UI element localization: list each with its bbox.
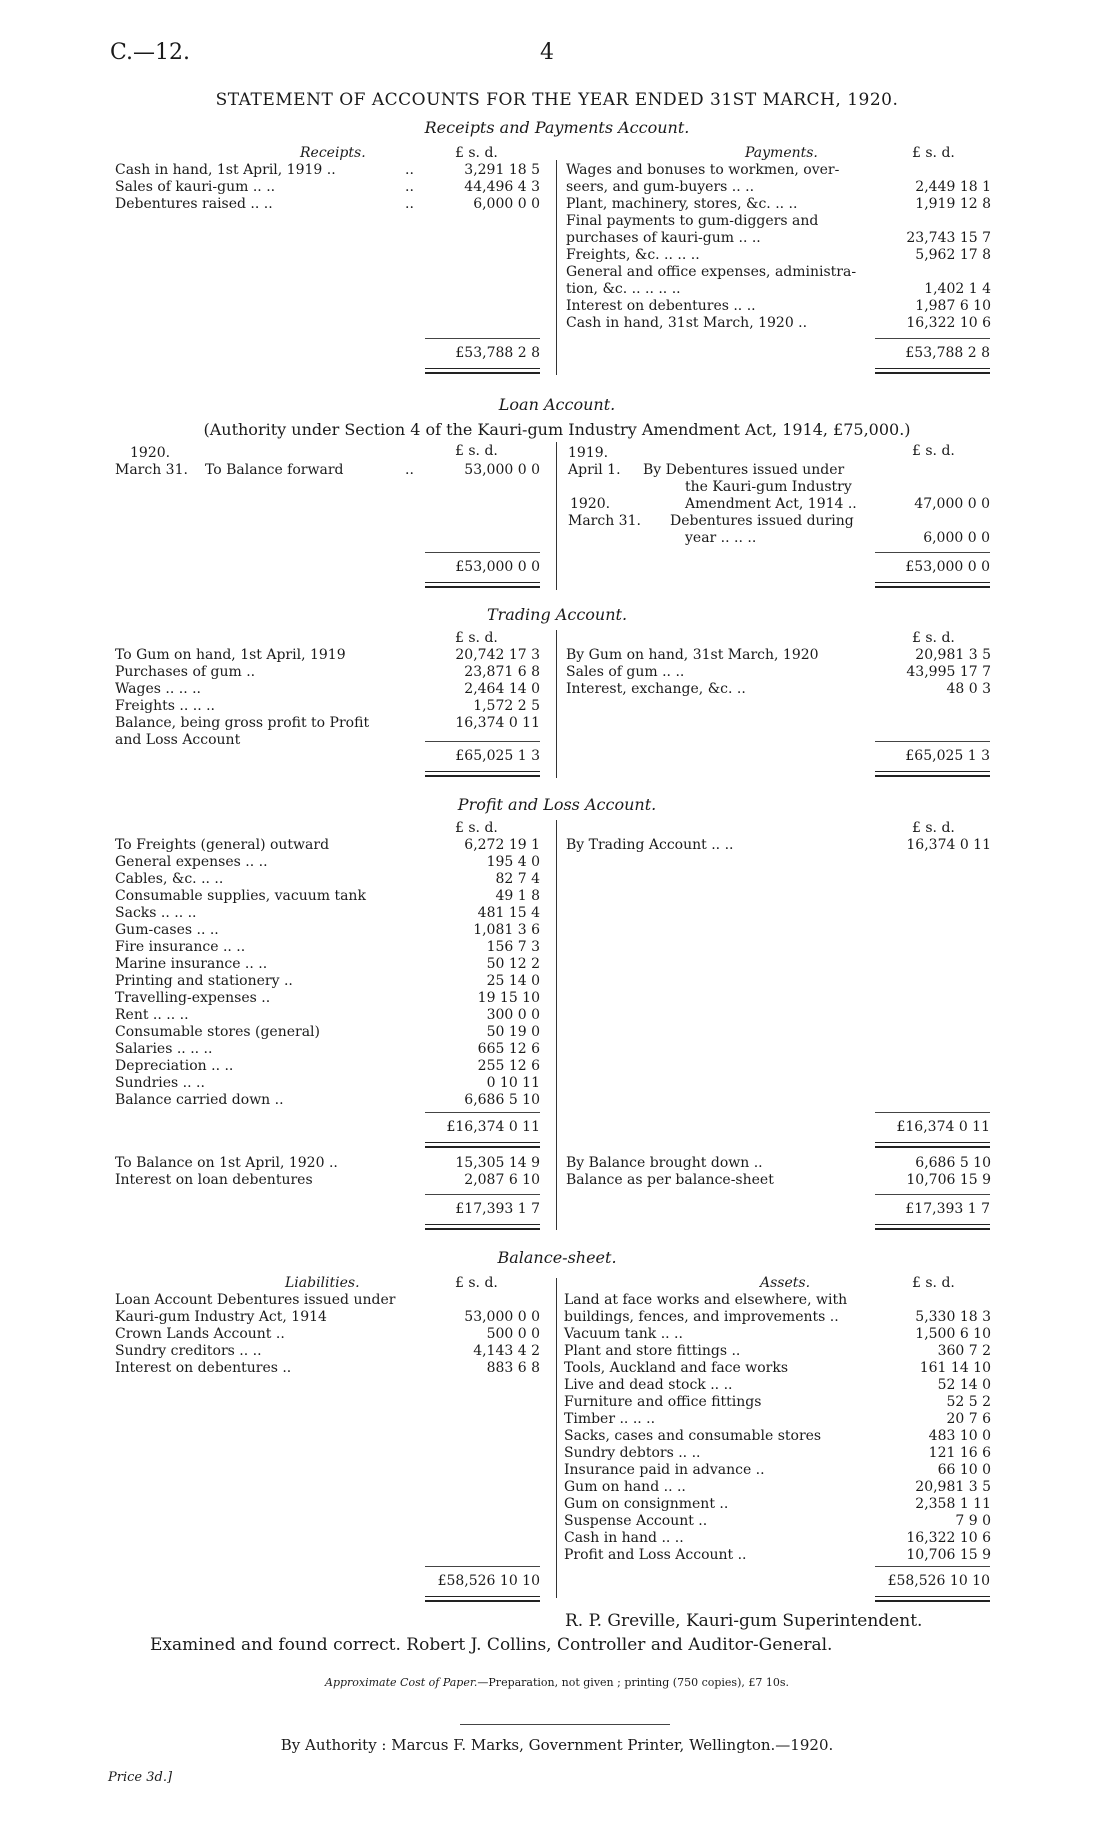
row-label: seers, and gum-buyers .. .. (566, 179, 755, 195)
row-amount: 1,987 6 10 (915, 298, 991, 314)
loan-left-date: March 31. (115, 462, 188, 478)
profit-loss-total2-right: £17,393 1 7 (905, 1201, 990, 1217)
ledger-row (564, 1343, 991, 1360)
row-label: Sales of kauri-gum .. .. (115, 179, 276, 195)
row-amount: 883 6 8 (486, 1360, 540, 1376)
rule (875, 1194, 990, 1195)
row-label: To Gum on hand, 1st April, 1919 (115, 647, 346, 663)
row-label: Cash in hand .. .. (564, 1530, 684, 1546)
price-note: Price 3d.] (108, 1770, 173, 1785)
loan-right-year2: 1920. (570, 496, 611, 512)
lsd-heading-left: £ s. d. (455, 820, 498, 836)
row-label: Sacks .. .. .. (115, 905, 197, 921)
row-amount: 121 16 6 (928, 1445, 991, 1461)
ledger-row (115, 1360, 540, 1377)
row-amount: 50 19 0 (486, 1024, 540, 1040)
row-label: Fire insurance .. .. (115, 939, 246, 955)
lsd-heading-right: £ s. d. (912, 145, 955, 161)
trading-credits (566, 647, 991, 698)
trading-total-right: £65,025 1 3 (905, 748, 990, 764)
row-amount: 1,500 6 10 (915, 1326, 991, 1342)
row-label: Interest on loan debentures (115, 1172, 313, 1188)
ledger-row (115, 1058, 540, 1075)
ledger-row (566, 1155, 991, 1172)
row-label: Insurance paid in advance .. (564, 1462, 765, 1478)
ledger-row (115, 973, 540, 990)
rule (875, 741, 990, 742)
ledger-row (564, 1530, 991, 1547)
ledger-row (115, 837, 540, 854)
ledger-row (115, 956, 540, 973)
receipts-total: £53,788 2 8 (455, 345, 540, 361)
row-amount: 1,919 12 8 (915, 196, 991, 212)
auditor-signature: Examined and found correct. Robert J. Collins, Controller and Auditor-General. (150, 1635, 833, 1655)
row-amount: 481 15 4 (477, 905, 540, 921)
row-label: By Balance brought down .. (566, 1155, 763, 1171)
profit-loss-credits (566, 837, 991, 854)
ledger-row (566, 264, 991, 281)
row-amount: 6,272 19 1 (464, 837, 540, 853)
row-label: Suspense Account .. (564, 1513, 708, 1529)
row-amount: 5,330 18 3 (915, 1309, 991, 1325)
ledger-row (115, 1292, 540, 1309)
row-label: Balance as per balance-sheet (566, 1172, 774, 1188)
row-amount: 6,686 5 10 (915, 1155, 991, 1171)
row-label: Purchases of gum .. (115, 664, 256, 680)
row-label: Sundry creditors .. .. (115, 1343, 262, 1359)
loan-right-amount1: 47,000 0 0 (914, 496, 990, 512)
loan-right-amount2: 6,000 0 0 (923, 530, 990, 546)
ledger-row (564, 1496, 991, 1513)
loan-account-title: Loan Account. (498, 395, 616, 414)
column-divider (556, 1278, 557, 1598)
ledger-row (566, 162, 991, 179)
row-amount: 4,143 4 2 (473, 1343, 540, 1359)
leader-dots: .. (405, 162, 414, 178)
row-label: Travelling-expenses .. (115, 990, 271, 1006)
row-label: Rent .. .. .. (115, 1007, 189, 1023)
row-label: Cash in hand, 1st April, 1919 .. (115, 162, 336, 178)
rule (875, 1566, 990, 1567)
ledger-row (115, 1075, 540, 1092)
ledger-row (115, 162, 540, 179)
row-amount: 7 9 0 (955, 1513, 991, 1529)
row-amount: 255 12 6 (477, 1058, 540, 1074)
row-label: Depreciation .. .. (115, 1058, 234, 1074)
loan-right-line3: Amendment Act, 1914 .. (685, 496, 857, 512)
ledger-row (115, 179, 540, 196)
row-label: Plant, machinery, stores, &c. .. .. (566, 196, 798, 212)
row-label: Marine insurance .. .. (115, 956, 268, 972)
row-label: Interest on debentures .. (115, 1360, 292, 1376)
assets-list (564, 1292, 991, 1564)
profit-loss-total-right: £16,374 0 11 (896, 1119, 990, 1135)
balance-total-right: £58,526 10 10 (887, 1573, 990, 1589)
row-label: Consumable supplies, vacuum tank (115, 888, 366, 904)
row-amount: 3,291 18 5 (464, 162, 540, 178)
receipts-list (115, 162, 540, 213)
row-label: Sacks, cases and consumable stores (564, 1428, 822, 1444)
ledger-row (566, 298, 991, 315)
ledger-row (115, 854, 540, 871)
ledger-row (566, 230, 991, 247)
ledger-row (115, 905, 540, 922)
row-amount: 665 12 6 (477, 1041, 540, 1057)
cost-label: Approximate Cost of Paper. (325, 1676, 478, 1689)
row-label: Kauri-gum Industry Act, 1914 (115, 1309, 327, 1325)
lsd-heading-right: £ s. d. (912, 820, 955, 836)
row-label: Live and dead stock .. .. (564, 1377, 733, 1393)
row-amount: 53,000 0 0 (464, 1309, 540, 1325)
row-amount: 20 7 6 (946, 1411, 991, 1427)
row-label: Salaries .. .. .. (115, 1041, 213, 1057)
ledger-row (564, 1513, 991, 1530)
row-amount: 2,087 6 10 (464, 1172, 540, 1188)
row-label: Final payments to gum-diggers and (566, 213, 819, 229)
row-amount: 1,572 2 5 (473, 698, 540, 714)
double-rule (875, 1142, 990, 1148)
row-label: By Trading Account .. .. (566, 837, 734, 853)
row-label: Gum on hand .. .. (564, 1479, 686, 1495)
ledger-row (566, 1172, 991, 1189)
row-label: Debentures raised .. .. (115, 196, 273, 212)
ledger-row (115, 1092, 540, 1109)
row-label: To Balance on 1st April, 1920 .. (115, 1155, 338, 1171)
row-amount: 156 7 3 (486, 939, 540, 955)
ledger-row (566, 179, 991, 196)
ledger-row (566, 315, 991, 332)
lsd-heading-right: £ s. d. (912, 630, 955, 646)
ledger-row (115, 990, 540, 1007)
rule (425, 1194, 540, 1195)
trading-account-title: Trading Account. (486, 605, 628, 624)
loan-left-label: To Balance forward (205, 462, 344, 478)
ledger-row (115, 1172, 540, 1189)
profit-loss-total-left: £16,374 0 11 (446, 1119, 540, 1135)
rule (875, 338, 990, 339)
row-amount: 20,981 3 5 (915, 647, 991, 663)
loan-right-line1: By Debentures issued under (643, 462, 845, 478)
assets-heading: Assets. (760, 1275, 811, 1291)
ledger-row (566, 647, 991, 664)
row-amount: 52 14 0 (937, 1377, 991, 1393)
printer-authority: By Authority : Marcus F. Marks, Government Printer, Wellington.—1920. (280, 1736, 834, 1754)
row-label: buildings, fences, and improvements .. (564, 1309, 839, 1325)
rule (460, 1724, 670, 1725)
ledger-row (115, 698, 540, 715)
column-divider (556, 160, 557, 375)
row-label: and Loss Account (115, 732, 241, 748)
row-amount: 10,706 15 9 (906, 1547, 991, 1563)
row-label: Consumable stores (general) (115, 1024, 320, 1040)
row-label: tion, &c. .. .. .. .. (566, 281, 681, 297)
row-amount: 52 5 2 (946, 1394, 991, 1410)
row-label: Cash in hand, 31st March, 1920 .. (566, 315, 808, 331)
row-amount: 23,871 6 8 (464, 664, 540, 680)
column-divider (556, 630, 557, 778)
row-amount: 5,962 17 8 (915, 247, 991, 263)
row-amount: 16,374 0 11 (455, 715, 540, 731)
payments-heading: Payments. (745, 145, 818, 161)
ledger-row (564, 1411, 991, 1428)
row-amount: 44,496 4 3 (464, 179, 540, 195)
rule (425, 552, 540, 553)
trading-debits (115, 647, 540, 749)
trading-total-left: £65,025 1 3 (455, 748, 540, 764)
ledger-row (564, 1326, 991, 1343)
ledger-row (115, 1155, 540, 1172)
rule (425, 338, 540, 339)
ledger-row (115, 664, 540, 681)
column-divider (556, 820, 557, 1230)
row-label: General expenses .. .. (115, 854, 268, 870)
row-label: Interest on debentures .. .. (566, 298, 756, 314)
ledger-row (566, 837, 991, 854)
double-rule (875, 582, 990, 588)
double-rule (875, 771, 990, 777)
row-label: Sundries .. .. (115, 1075, 205, 1091)
loan-right-year1: 1919. (568, 445, 609, 461)
lsd-heading-left: £ s. d. (455, 443, 498, 459)
balance-sheet-title: Balance-sheet. (497, 1248, 617, 1267)
row-amount: 300 0 0 (486, 1007, 540, 1023)
row-label: Cables, &c. .. .. (115, 871, 224, 887)
ledger-row (566, 664, 991, 681)
row-label: Vacuum tank .. .. (564, 1326, 683, 1342)
loan-right-line5: year .. .. .. (685, 530, 757, 546)
loan-authority: (Authority under Section 4 of the Kauri-gum Industry Amendment Act, 1914, £75,000.) (203, 420, 911, 439)
double-rule (425, 368, 540, 374)
loan-right-date1: April 1. (568, 462, 621, 478)
double-rule (425, 582, 540, 588)
double-rule (425, 1224, 540, 1230)
loan-right-line4: Debentures issued during (670, 513, 854, 529)
row-amount: 1,402 1 4 (924, 281, 991, 297)
ledger-row (566, 196, 991, 213)
row-label: Profit and Loss Account .. (564, 1547, 747, 1563)
statement-title: STATEMENT OF ACCOUNTS FOR THE YEAR ENDED 31ST MARCH, 1920. (215, 90, 899, 110)
row-amount: 15,305 14 9 (455, 1155, 540, 1171)
document-code: C.—12. (110, 40, 191, 65)
row-label: Freights .. .. .. (115, 698, 216, 714)
loan-total-right: £53,000 0 0 (905, 559, 990, 575)
ledger-row (564, 1292, 991, 1309)
row-label: Sales of gum .. .. (566, 664, 685, 680)
row-amount: 23,743 15 7 (906, 230, 991, 246)
row-label: Timber .. .. .. (564, 1411, 656, 1427)
row-label: To Freights (general) outward (115, 837, 330, 853)
row-amount: 43,995 17 7 (906, 664, 991, 680)
row-amount: 195 4 0 (486, 854, 540, 870)
lsd-heading-left: £ s. d. (455, 145, 498, 161)
row-label: Gum on consignment .. (564, 1496, 729, 1512)
row-label: Balance carried down .. (115, 1092, 284, 1108)
row-label: Plant and store fittings .. (564, 1343, 741, 1359)
loan-right-line2: the Kauri-gum Industry (685, 479, 852, 495)
ledger-row (564, 1394, 991, 1411)
loan-total-left: £53,000 0 0 (455, 559, 540, 575)
ledger-row (115, 647, 540, 664)
ledger-row (564, 1309, 991, 1326)
row-label: Gum-cases .. .. (115, 922, 219, 938)
ledger-row (564, 1360, 991, 1377)
cost-note (0, 1676, 1114, 1689)
rule (425, 1112, 540, 1113)
rule (875, 552, 990, 553)
profit-loss-debits (115, 837, 540, 1109)
ledger-row (115, 871, 540, 888)
payments-list (566, 162, 991, 332)
row-label: By Gum on hand, 31st March, 1920 (566, 647, 819, 663)
ledger-row (566, 213, 991, 230)
rule (875, 1112, 990, 1113)
row-amount: 1,081 3 6 (473, 922, 540, 938)
ledger-row (115, 1309, 540, 1326)
row-label: Wages and bonuses to workmen, over- (566, 162, 840, 178)
row-amount: 20,981 3 5 (915, 1479, 991, 1495)
row-label: Loan Account Debentures issued under (115, 1292, 396, 1308)
leader-dots: .. (405, 196, 414, 212)
row-amount: 66 10 0 (937, 1462, 991, 1478)
superintendent-signature: R. P. Greville, Kauri-gum Superintendent. (565, 1611, 923, 1631)
row-amount: 0 10 11 (486, 1075, 540, 1091)
profit-loss-debits-2 (115, 1155, 540, 1189)
ledger-row (115, 1343, 540, 1360)
double-rule (875, 1596, 990, 1602)
ledger-row (115, 1024, 540, 1041)
profit-loss-title: Profit and Loss Account. (457, 795, 657, 814)
receipts-heading: Receipts. (300, 145, 366, 161)
ledger-row (115, 922, 540, 939)
double-rule (425, 1142, 540, 1148)
ledger-row (564, 1428, 991, 1445)
row-amount: 19 15 10 (477, 990, 540, 1006)
row-label: Freights, &c. .. .. .. (566, 247, 700, 263)
leader-dots: .. (405, 179, 414, 195)
row-amount: 6,686 5 10 (464, 1092, 540, 1108)
ledger-row (564, 1377, 991, 1394)
lsd-heading-right: £ s. d. (912, 1275, 955, 1291)
profit-loss-credits-2 (566, 1155, 991, 1189)
receipts-payments-title: Receipts and Payments Account. (424, 118, 690, 137)
row-amount: 6,000 0 0 (473, 196, 540, 212)
lsd-heading-left: £ s. d. (455, 1275, 498, 1291)
double-rule (425, 771, 540, 777)
ledger-row (115, 1007, 540, 1024)
row-amount: 500 0 0 (486, 1326, 540, 1342)
double-rule (875, 368, 990, 374)
ledger-row (566, 247, 991, 264)
row-amount: 16,322 10 6 (906, 1530, 991, 1546)
row-amount: 82 7 4 (495, 871, 540, 887)
profit-loss-total2-left: £17,393 1 7 (455, 1201, 540, 1217)
liabilities-heading: Liabilities. (285, 1275, 360, 1291)
row-amount: 48 0 3 (946, 681, 991, 697)
loan-left-year: 1920. (130, 445, 171, 461)
row-amount: 50 12 2 (486, 956, 540, 972)
cost-text: —Preparation, not given ; printing (750 copies), £7 10s. (477, 1676, 789, 1689)
double-rule (875, 1224, 990, 1230)
row-label: Sundry debtors .. .. (564, 1445, 701, 1461)
row-amount: 25 14 0 (486, 973, 540, 989)
page-number: 4 (540, 40, 554, 65)
row-label: purchases of kauri-gum .. .. (566, 230, 761, 246)
row-label: Furniture and office fittings (564, 1394, 762, 1410)
rule (425, 741, 540, 742)
column-divider (556, 442, 557, 590)
ledger-row (564, 1462, 991, 1479)
ledger-row (115, 1041, 540, 1058)
double-rule (425, 1596, 540, 1602)
row-label: General and office expenses, administra- (566, 264, 857, 280)
ledger-row (115, 1326, 540, 1343)
row-label: Printing and stationery .. (115, 973, 293, 989)
row-amount: 2,449 18 1 (915, 179, 991, 195)
row-amount: 20,742 17 3 (455, 647, 540, 663)
ledger-row (564, 1479, 991, 1496)
payments-total: £53,788 2 8 (905, 345, 990, 361)
rule (425, 1566, 540, 1567)
lsd-heading-right: £ s. d. (912, 443, 955, 459)
ledger-row (564, 1445, 991, 1462)
row-amount: 161 14 10 (919, 1360, 991, 1376)
ledger-row (564, 1547, 991, 1564)
ledger-row (115, 681, 540, 698)
row-label: Tools, Auckland and face works (564, 1360, 789, 1376)
row-amount: 2,358 1 11 (915, 1496, 991, 1512)
row-label: Land at face works and elsewhere, with (564, 1292, 848, 1308)
row-amount: 16,322 10 6 (906, 315, 991, 331)
row-label: Wages .. .. .. (115, 681, 202, 697)
row-label: Interest, exchange, &c. .. (566, 681, 746, 697)
row-amount: 483 10 0 (928, 1428, 991, 1444)
ledger-row (566, 681, 991, 698)
ledger-row (115, 196, 540, 213)
row-amount: 2,464 14 0 (464, 681, 540, 697)
ledger-row (115, 939, 540, 956)
ledger-row (115, 715, 540, 732)
liabilities-list (115, 1292, 540, 1377)
row-label: Crown Lands Account .. (115, 1326, 285, 1342)
row-amount: 360 7 2 (937, 1343, 991, 1359)
row-amount: 10,706 15 9 (906, 1172, 991, 1188)
loan-left-amount: 53,000 0 0 (464, 462, 540, 478)
lsd-heading-left: £ s. d. (455, 630, 498, 646)
loan-right-date2: March 31. (568, 513, 641, 529)
balance-total-left: £58,526 10 10 (437, 1573, 540, 1589)
row-amount: 49 1 8 (495, 888, 540, 904)
row-amount: 16,374 0 11 (906, 837, 991, 853)
ledger-row (566, 281, 991, 298)
ledger-row (115, 888, 540, 905)
row-label: Balance, being gross profit to Profit (115, 715, 370, 731)
loan-left-dots: .. (405, 462, 414, 478)
